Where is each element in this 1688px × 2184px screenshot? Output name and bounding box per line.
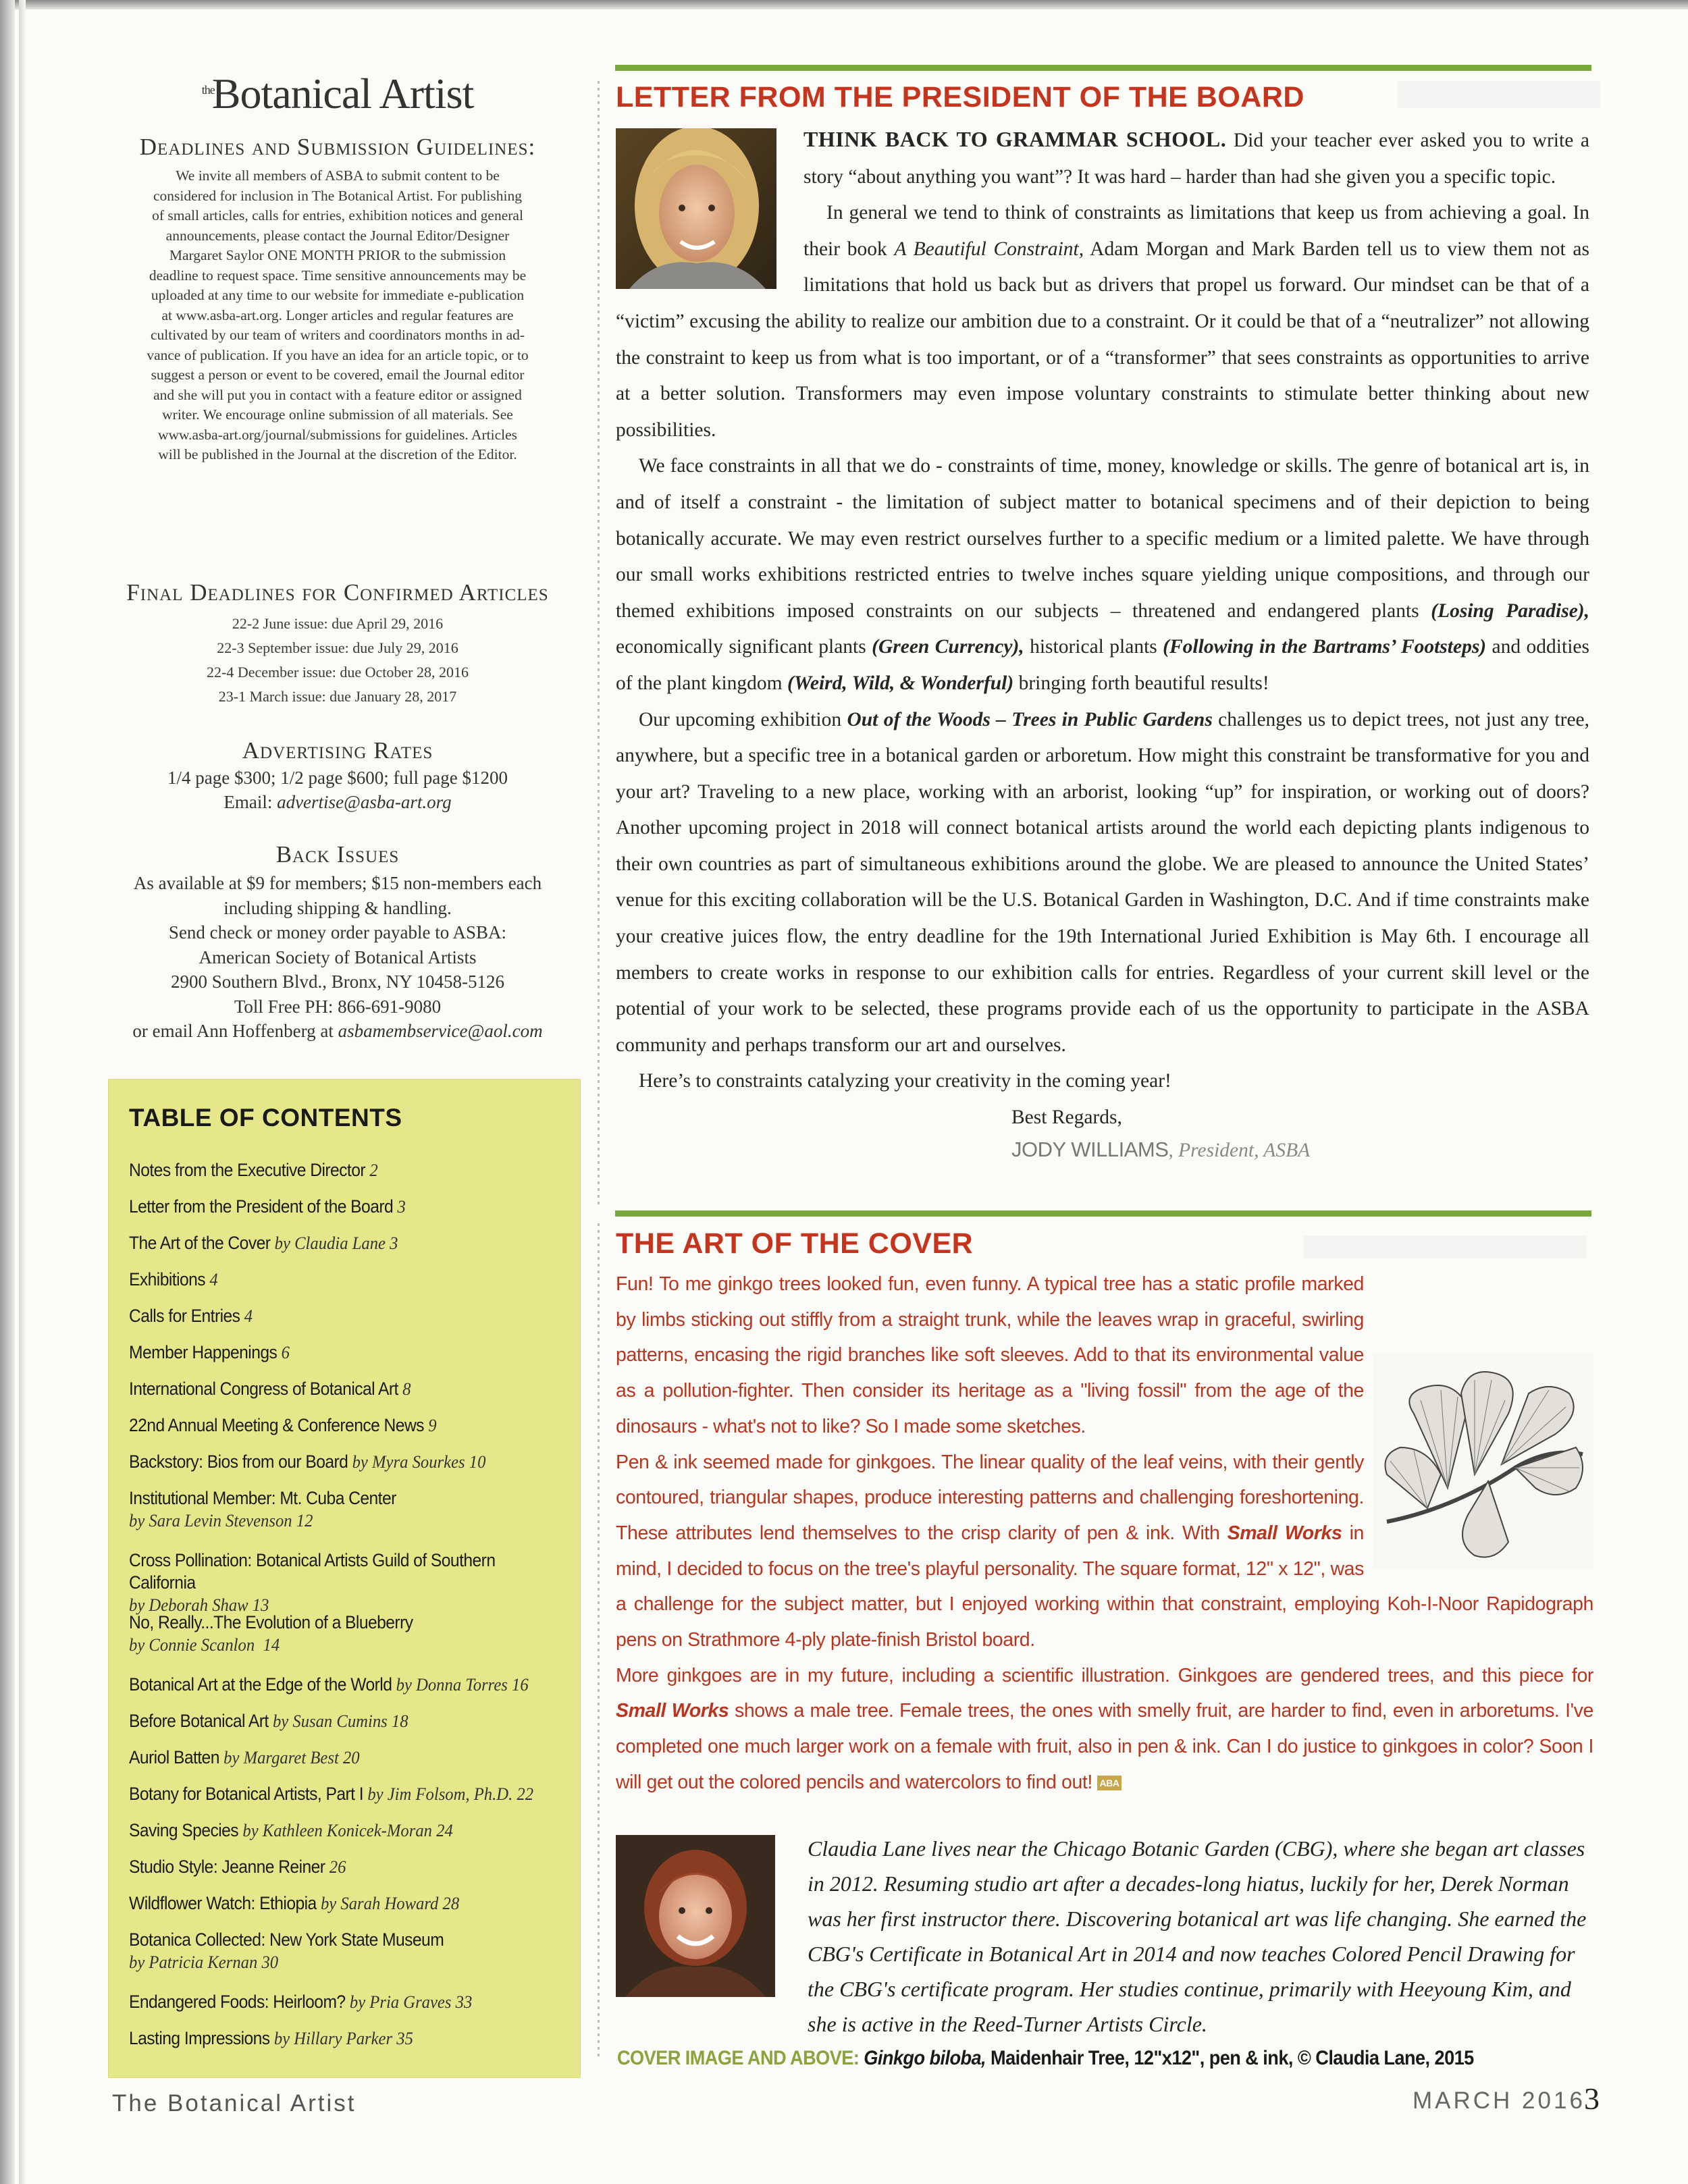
guidelines-heading: Deadlines and Submission Guidelines: — [139, 134, 536, 160]
advertising-email[interactable]: advertise@asba-art.org — [277, 792, 452, 812]
guidelines-line: announcements, please contact the Journal Editor/Designer — [165, 227, 510, 244]
masthead-title: Botanical Artist — [211, 70, 474, 117]
letter-lead: THINK BACK TO GRAMMAR SCHOOL. — [803, 127, 1227, 151]
guidelines-line: uploaded at any time to our website for immediate e-publication — [151, 287, 525, 303]
exhibition-title: (Losing Paradise), — [1431, 600, 1589, 622]
guidelines-line: of small articles, calls for entries, exhibition notices and general — [152, 207, 523, 223]
toc-item[interactable]: Endangered Foods: Heirloom? by Pria Graves 33 — [129, 1992, 473, 2012]
exhibition-title: (Green Currency), — [872, 636, 1024, 658]
back-issues-line: 2900 Southern Blvd., Bronx, NY 10458-5126 — [171, 971, 504, 992]
cover-paragraph: Fun! To me ginkgo trees looked fun, even funny. A typical tree has a static profile marked by limbs sticking out stiffly from a straight trunk, while the leaves wrap in graceful, swirling patterns, encasing the rigid branches like soft sleeves. Add to that its environmental value as a pollution-fighter. Then consider its heritage as a "living fossil" from the age of the dinosaurs - what's not to like? So I made some sketches. — [616, 1273, 1364, 1437]
toc-item[interactable]: Member Happenings 6 — [129, 1342, 290, 1362]
guidelines-body — [101, 166, 574, 465]
cover-body — [616, 1267, 1593, 1801]
letter-paragraph: We face constraints in all that we do - constraints of time, money, knowledge or skills. The genre of botanical art is, in and of itself a constraint - the limitation of subject matter to botanical specimens and of their depiction to being botanically accurate. We may even restrict ourselves further to a specific medium or a limited palette. We have through our small works exhibitions restricted entries to twelve inches square yielding unique compositions, and through our themed exhibitions imposed constraints on our subjects – threatened and endangered plants (Losing Paradise), economically significant plants (Green Currency), historical plants (Following in the Bartrams’ Footsteps) and oddities of the plant kingdom (Weird, Wild, & Wonderful) bringing forth beautiful results! — [616, 455, 1589, 694]
section-rule — [615, 1210, 1591, 1217]
end-mark-icon: ABA — [1097, 1776, 1121, 1790]
toc-item[interactable]: Saving Species by Kathleen Konicek-Moran 24 — [129, 1820, 453, 1840]
letter-paragraph: Here’s to constraints catalyzing your creativity in the coming year! — [639, 1070, 1171, 1092]
back-issues-line: Send check or money order payable to ASBA: — [168, 922, 507, 942]
toc-item[interactable]: Wildflower Watch: Ethiopia by Sarah Howard 28 — [129, 1893, 460, 1913]
toc-item[interactable]: International Congress of Botanical Art 8 — [129, 1379, 411, 1399]
toc-item[interactable]: Cross Pollination: Botanical Artists Guild of Southern California by Deborah Shaw 13 — [129, 1550, 496, 1615]
exhibition-title: Out of the Woods – Trees in Public Gardens — [847, 708, 1213, 730]
toc-item[interactable]: Botany for Botanical Artists, Part I by Jim Folsom, Ph.D. 22 — [129, 1784, 534, 1804]
toc-item[interactable]: Studio Style: Jeanne Reiner 26 — [129, 1857, 346, 1877]
letter-paragraph: THINK BACK TO GRAMMAR SCHOOL. Did your teacher ever asked you to write a story “about anything you want”? It was hard – harder than had she given you a specific topic. — [803, 127, 1589, 188]
back-issues-line: including shipping & handling. — [223, 897, 452, 918]
toc-item[interactable]: 22nd Annual Meeting & Conference News 9 — [129, 1415, 437, 1435]
toc-item[interactable]: The Art of the Cover by Claudia Lane 3 — [129, 1233, 398, 1253]
column-divider — [598, 81, 600, 1208]
page-top-shadow — [0, 0, 1688, 9]
advertising-email-line: Email: advertise@asba-art.org — [223, 792, 452, 812]
cover-heading: THE ART OF THE COVER — [616, 1227, 974, 1260]
toc-item[interactable]: Letter from the President of the Board 3 — [129, 1196, 406, 1217]
advertising-body — [101, 766, 574, 814]
toc-item[interactable]: Lasting Impressions by Hillary Parker 35 — [129, 2028, 413, 2048]
exhibition-title: (Weird, Wild, & Wonderful) — [787, 672, 1014, 694]
letter-body — [616, 122, 1589, 1164]
advertising-rates: 1/4 page $300; 1/2 page $600; full page $1200 — [167, 768, 508, 788]
toc-item[interactable]: Botanica Collected: New York State Museum by Patricia Kernan 30 — [129, 1929, 444, 1972]
caption-label: COVER IMAGE AND ABOVE: — [617, 2047, 860, 2069]
signer-title: , President, ASBA — [1168, 1139, 1311, 1161]
back-issues-line: As available at $9 for members; $15 non-members each — [133, 873, 542, 893]
binding-edge — [19, 0, 26, 2184]
signer-name: JODY WILLIAMS — [1011, 1137, 1169, 1161]
back-issues-line: American Society of Botanical Artists — [199, 947, 477, 967]
photo-wrap-spacer — [616, 122, 803, 294]
deadlines-heading: Final Deadlines for Confirmed Articles — [126, 579, 549, 606]
exhibition-name: Small Works — [1227, 1522, 1342, 1544]
letter-signoff: Best Regards, — [1011, 1107, 1122, 1129]
guidelines-line: deadline to request space. Time sensitive announcements may be — [149, 267, 527, 284]
toc-item[interactable]: Before Botanical Art by Susan Cumins 18 — [129, 1711, 408, 1731]
back-issues-body — [101, 871, 574, 1044]
column-divider — [598, 1223, 600, 2060]
exhibition-name: Small Works — [616, 1700, 729, 1722]
guidelines-line: at www.asba-art.org. Longer articles and regular features are — [161, 307, 514, 323]
toc-item[interactable]: Calls for Entries 4 — [129, 1306, 253, 1326]
guidelines-line: cultivated by our team of writers and coordinators months in ad- — [150, 327, 525, 343]
caption-species: Ginkgo biloba, — [864, 2047, 986, 2069]
deadline-item: 22-4 December issue: due October 28, 2016 — [207, 664, 469, 681]
show-through-texture-2 — [1303, 1235, 1587, 1258]
advertising-heading: Advertising Rates — [242, 737, 433, 764]
guidelines-line: writer. We encourage online submission of all materials. See — [162, 406, 513, 423]
section-rule — [615, 65, 1591, 71]
cover-paragraph: Pen & ink seemed made for ginkgoes. The linear quality of the leaf veins, with their gently contoured, triangular shapes, produce interesting patterns and challenging foreshortening. These attributes lend themselves to the crisp clarity of pen & ink. With Small Works in mind, I decided to focus on the tree's playful personality. The square format, 12" x 12", was a challenge for the subject matter, but I enjoyed working within that constraint, employing Koh-I-Noor Rapidograph pens on Strathmore 4-ply plate-finish Bristol board. — [616, 1451, 1593, 1651]
deadline-item: 23-1 March issue: due January 28, 2017 — [218, 688, 457, 705]
back-issues-email-line: or email Ann Hoffenberg at asbamembservice@aol.com — [132, 1021, 543, 1041]
footer-issue: MARCH 2016 — [1413, 2087, 1585, 2114]
table-of-contents — [108, 1079, 581, 2078]
cover-paragraph: More ginkgoes are in my future, including a scientific illustration. Ginkgoes are gendered trees, and this piece for Small Works shows a male tree. Female trees, the ones with smelly fruit, are harder to find, even in arboretums. I've completed one much larger work on a female with fruit, also in pen & ink. Can I do justice to ginkgoes in color? Soon I will get out the colored pencils and watercolors to find out! ABA — [616, 1664, 1593, 1793]
author-bio: Claudia Lane lives near the Chicago Botanic Garden (CBG), where she began art classes in 2012. Resuming studio art after a decades-long hiatus, luckily for her, Derek Norman was her first instructor there. Discovering botanical art was life changing. She earned the CBG's Certificate in Botanical Art in 2014 and now teaches Colored Pencil Drawing for the CBG's certificate program. Her studies continue, primarily with Heeyoung Kim, and she is active in the Reed-Turner Artists Circle. — [808, 1836, 1587, 2036]
back-issues-line: Toll Free PH: 866-691-9080 — [234, 996, 442, 1017]
show-through-texture — [1398, 81, 1600, 108]
guidelines-line: www.asba-art.org/journal/submissions for guidelines. Articles — [157, 426, 518, 443]
footer-publication: The Botanical Artist — [112, 2090, 357, 2116]
toc-item[interactable]: Notes from the Executive Director 2 — [129, 1160, 378, 1180]
exhibition-title: (Following in the Bartrams’ Footsteps) — [1163, 636, 1487, 658]
guidelines-line: considered for inclusion in The Botanical Artist. For publishing — [153, 187, 522, 204]
toc-item[interactable]: Backstory: Bios from our Board by Myra Sourkes 10 — [129, 1451, 486, 1472]
letter-heading: LETTER FROM THE PRESIDENT OF THE BOARD — [616, 81, 1304, 113]
drawing-wrap-spacer — [1364, 1267, 1593, 1558]
deadline-item: 22-3 September issue: due July 29, 2016 — [217, 639, 458, 656]
guidelines-line: vance of publication. If you have an idea for an article topic, or to — [147, 346, 529, 363]
author-portrait-image — [616, 1835, 775, 1997]
guidelines-line: We invite all members of ASBA to submit content to be — [176, 167, 500, 184]
toc-item[interactable]: No, Really...The Evolution of a Blueberry by Connie Scanlon 14 — [129, 1612, 413, 1655]
toc-heading: TABLE OF CONTENTS — [129, 1104, 402, 1131]
binding-shadow — [0, 0, 15, 2184]
book-title: A Beautiful Constraint, — [894, 238, 1084, 260]
toc-item[interactable]: Exhibitions 4 — [129, 1269, 218, 1289]
letter-signature — [616, 1136, 1589, 1164]
page-number: 3 — [1584, 2081, 1600, 2116]
author-photo — [616, 1835, 775, 1997]
back-issues-heading: Back Issues — [275, 841, 400, 868]
toc-item[interactable]: Botanical Art at the Edge of the World by Donna Torres 16 — [129, 1674, 529, 1695]
letter-paragraph: Our upcoming exhibition Out of the Woods – Trees in Public Gardens challenges us to depict trees, not just any tree, anywhere, but a specific tree in a botanical garden or arboretum. How might this constraint be transformative for you and your art? Traveling to a new place, working with an arborist, looking “up” for inspiration, or working out of doors? Another upcoming project in 2018 will connect botanical artists around the world each depicting plants indigenous to their own countries as part of simultaneous exhibitions around the globe. We are pleased to announce the United States’ venue for this exciting collaboration will be the U.S. Botanical Garden in Washington, D.C. And if time constraints make your creative juices flow, the entry deadline for the 19th International Juried Exhibition is May 6th. I encourage all members to create works in response to our exhibition calls for entries. Regardless of your current skill level or the potential of your work to be selected, these programs provide each of us the opportunity to participate in the ASBA community and perhaps transform our art and ourselves. — [616, 708, 1590, 1056]
letter-paragraph: In general we tend to think of constraints as limitations that keep us from achieving a goal. In their book A Beautiful Constraint, Adam Morgan and Mark Barden tell us to view them not as limitations that hold us back but as drivers that propel us forward. Our mindset can be that of a “victim” excusing the ability to realize our ambition due to a constraint. Or it could be that of a “neutralizer” not allowing the constraint to keep us from what is too important, or of a “transformer” that sees constraints as opportunities to arrive at a better solution. Transformers may even impose voluntary constraints to stimulate better thinking about new possibilities. — [616, 202, 1590, 441]
masthead-the: the — [201, 83, 215, 97]
deadlines-list — [101, 612, 574, 709]
masthead — [101, 68, 574, 120]
guidelines-line: suggest a person or event to be covered, email the Journal editor — [151, 367, 525, 383]
guidelines-line: Margaret Saylor ONE MONTH PRIOR to the submission — [169, 247, 506, 263]
toc-item[interactable]: Institutional Member: Mt. Cuba Center by Sara Levin Stevenson 12 — [129, 1488, 396, 1530]
deadline-item: 22-2 June issue: due April 29, 2016 — [232, 615, 444, 632]
toc-item[interactable]: Auriol Batten by Margaret Best 20 — [129, 1747, 360, 1767]
guidelines-line: and she will put you in contact with a feature editor or assigned — [153, 386, 522, 403]
back-issues-email[interactable]: asbamembservice@aol.com — [338, 1021, 543, 1041]
cover-caption: COVER IMAGE AND ABOVE: Ginkgo biloba, Maidenhair Tree, 12"x12", pen & ink, © Claudia Lane, 2015 — [617, 2047, 1474, 2069]
guidelines-line: will be published in the Journal at the discretion of the Editor. — [158, 446, 517, 462]
